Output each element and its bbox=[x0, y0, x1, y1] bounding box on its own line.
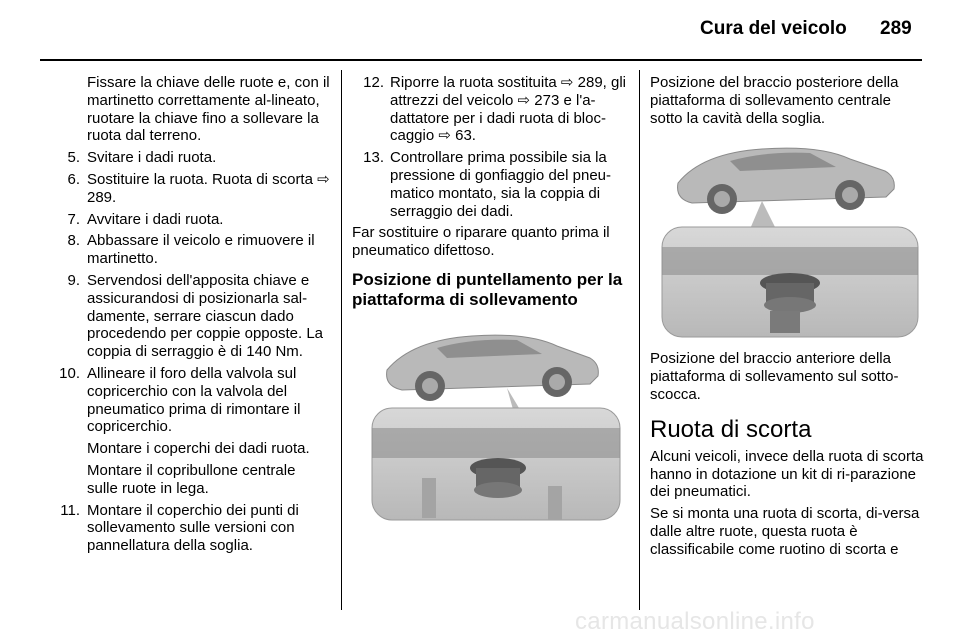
list-text: Avvitare i dadi ruota. bbox=[87, 210, 224, 228]
list-item bbox=[40, 232, 330, 268]
body-paragraph: Alcuni veicoli, invece della ruota di scorta hanno in dotazione un kit di ri-parazione dei pneumatici. bbox=[650, 447, 924, 501]
list-text: Abbassare il veicolo e rimuovere il martinetto. bbox=[87, 232, 315, 268]
list-text: Servendosi dell'apposita chiave e assicurandosi di posizionarla sal-damente, serrare ciascun dado procedendo per coppie opposte. La coppia di serraggio è di 140 Nm. bbox=[87, 271, 324, 361]
list-number: 7. bbox=[67, 210, 80, 228]
list-text: Riporre la ruota sostituita ⇨ 289, gli attrezzi del veicolo ⇨ 273 e l'a-dattatore per i dadi ruota di bloc-caggio ⇨ 63. bbox=[390, 74, 627, 145]
list-item bbox=[352, 74, 627, 145]
list-text: Svitare i dadi ruota. bbox=[87, 149, 217, 167]
list-number: 10. bbox=[59, 364, 80, 382]
list-number: 13. bbox=[363, 149, 384, 167]
list-number: 9. bbox=[67, 271, 80, 289]
list-item bbox=[40, 365, 330, 436]
section-heading: Ruota di scorta bbox=[650, 415, 812, 443]
list-item bbox=[40, 502, 330, 555]
list-item bbox=[352, 149, 627, 220]
page-number: 289 bbox=[880, 18, 912, 39]
rear-lift-arm-illustration bbox=[650, 135, 920, 340]
list-text: Sostituire la ruota. Ruota di scorta ⇨ 289. bbox=[87, 170, 330, 206]
body-paragraph: Se si monta una ruota di scorta, di-versa dalle altre ruote, questa ruota è classificabile come ruotino di scorta e bbox=[650, 505, 920, 558]
column-divider-2 bbox=[639, 70, 640, 610]
column-2 bbox=[352, 74, 627, 538]
watermark: carmanualsonline.info bbox=[575, 608, 815, 635]
chapter-title: Cura del veicolo bbox=[700, 18, 847, 39]
list-item bbox=[40, 211, 330, 229]
body-paragraph: Far sostituire o riparare quanto prima il pneumatico difettoso. bbox=[352, 224, 610, 260]
list-text: Montare il coperchio dei punti di sollevamento sulle versioni con pannellatura della soglia. bbox=[87, 501, 299, 555]
intro-paragraph: Fissare la chiave delle ruote e, con il martinetto correttamente al-lineato, ruotare la chiave fino a sollevare la ruota dal terreno. bbox=[87, 74, 330, 145]
header-rule bbox=[40, 59, 922, 61]
figure-caption: Posizione del braccio anteriore della piattaforma di sollevamento sul sotto-scocca. bbox=[650, 350, 899, 403]
list-number: 11. bbox=[60, 501, 80, 519]
list-number: 12. bbox=[363, 74, 384, 91]
continuation-text: Montare i coperchi dei dadi ruota. bbox=[87, 440, 310, 458]
list-number: 6. bbox=[67, 170, 80, 188]
figure-caption: Posizione del braccio posteriore della piattaforma di sollevamento centrale sotto la cavità della soglia. bbox=[650, 74, 899, 127]
list-item bbox=[40, 171, 330, 207]
lift-point-illustration bbox=[352, 318, 622, 528]
list-text: Controllare prima possibile sia la pressione di gonfiaggio del pneu-matico montato, sia la coppia di serraggio dei dadi. bbox=[390, 149, 611, 220]
list-number: 5. bbox=[67, 149, 80, 167]
list-item bbox=[40, 149, 330, 167]
column-1 bbox=[40, 74, 330, 559]
section-subheading: Posizione di puntellamento per la piattaforma di sollevamento bbox=[352, 269, 623, 309]
column-divider-1 bbox=[341, 70, 342, 610]
list-item bbox=[40, 272, 330, 361]
list-number: 8. bbox=[67, 232, 80, 250]
column-3 bbox=[650, 74, 925, 563]
continuation-text: Montare il copribullone centrale sulle ruote in lega. bbox=[87, 461, 296, 497]
list-text: Allineare il foro della valvola sul copricerchio con la valvola del pneumatico prima di rimontare il copricerchio. bbox=[87, 364, 301, 436]
